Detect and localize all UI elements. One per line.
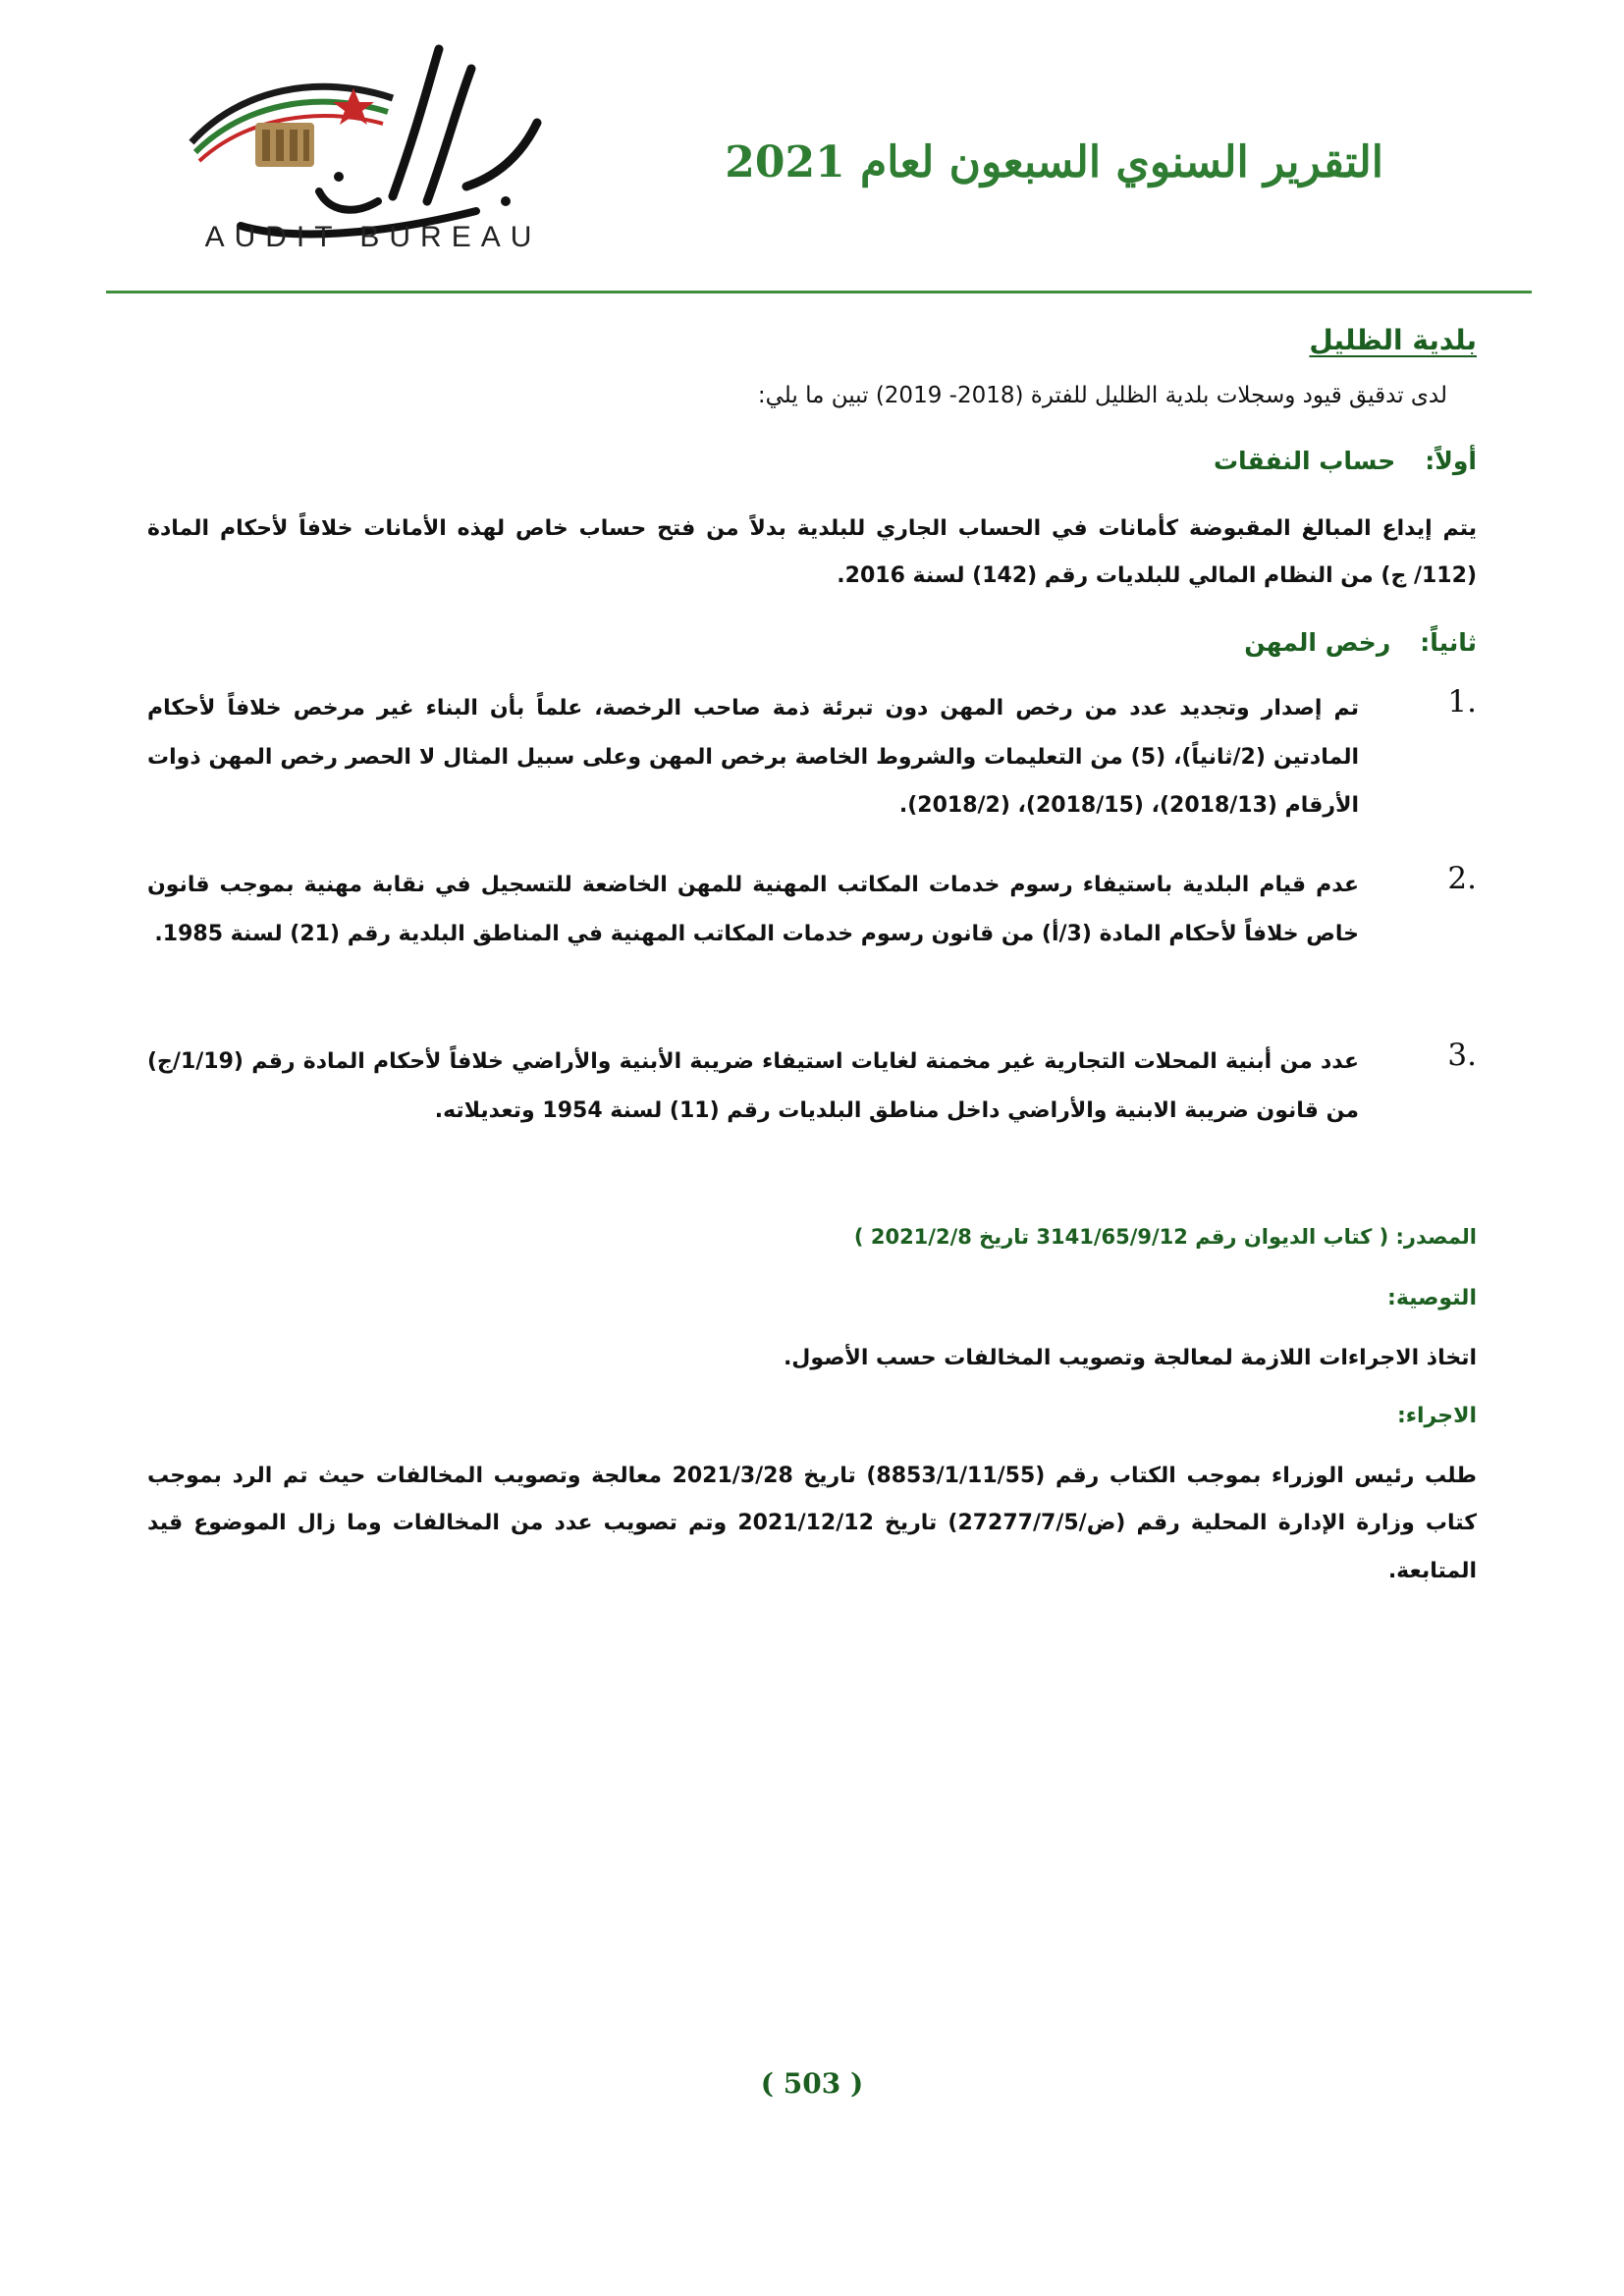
- page-number: ( 503 ): [760, 2067, 864, 2100]
- section-1-title: حساب النفقات: [1213, 447, 1396, 475]
- document-title: بلدية الظليل: [1309, 324, 1477, 356]
- list-item-number: .2: [1447, 861, 1477, 896]
- list-item: [147, 684, 1477, 830]
- list-item: [147, 1038, 1477, 1135]
- section-2-number: ثانياً:: [1420, 628, 1477, 657]
- section-2-title: رخص المهن: [1244, 628, 1391, 657]
- list-item: [147, 861, 1477, 958]
- section-2-heading: [1244, 628, 1477, 657]
- action-label: الاجراء:: [1396, 1404, 1477, 1428]
- list-item-text: عدد من أبنية المحلات التجارية غير مخمنة لغايات استيفاء ضريبة الأبنية والأراضي خلافاً لأحكام المادة رقم (1/19/ج) من قانون ضريبة الابنية والأراضي داخل مناطق البلديات رقم (11) لسنة 1954 وتعديلاته.: [147, 1049, 1359, 1123]
- source-citation: المصدر: ( كتاب الديوان رقم 3141/65/9/12 تاريخ 2021/2/8 ): [853, 1225, 1477, 1249]
- section-1-number: أولاً:: [1425, 447, 1477, 475]
- recommendation-text: اتخاذ الاجراءات اللازمة لمعالجة وتصويب المخالفات حسب الأصول.: [783, 1346, 1477, 1370]
- list-item-text: عدم قيام البلدية باستيفاء رسوم خدمات المكاتب المهنية للمهن الخاضعة للتسجيل في نقابة مهنية بموجب قانون خاص خلافاً لأحكام المادة (3/أ) من قانون رسوم خدمات المكاتب المهنية في المناطق البلدية رقم (21) لسنة 1985.: [147, 873, 1359, 946]
- logo-english-text: AUDIT BUREAU: [204, 221, 542, 253]
- report-title: التقرير السنوي السبعون لعام 2021: [725, 137, 1383, 187]
- list-item-number: .1: [1447, 684, 1477, 720]
- intro-text: لدى تدقيق قيود وسجلات بلدية الظليل للفترة (2018- 2019) تبين ما يلي:: [757, 383, 1447, 408]
- list-item-text: تم إصدار وتجديد عدد من رخص المهن دون تبرئة ذمة صاحب الرخصة، علماً بأن البناء غير مرخص خلافاً لأحكام المادتين (2/ثانياً)، (5) من التعليمات والشروط الخاصة برخص المهن وعلى سبيل المثال لا الحصر رخص المهن ذوات الأرقام (2018/13)، (2018/15)، (2018/2).: [147, 696, 1359, 818]
- header-divider: [106, 291, 1532, 294]
- list-item-number: .3: [1447, 1038, 1477, 1073]
- action-text: طلب رئيس الوزراء بموجب الكتاب رقم (8853/1/11/55) تاريخ 2021/3/28 معالجة وتصويب المخالفات حيث تم الرد بموجب كتاب وزارة الإدارة المحلية رقم (ض/27277/7/5) تاريخ 2021/12/12 وتم تصويب عدد من المخالفات وما زال الموضوع قيد المتابعة.: [147, 1464, 1477, 1583]
- section-1-heading: [1214, 447, 1477, 475]
- section-1-paragraph: يتم إيداع المبالغ المقبوضة كأمانات في الحساب الجاري للبلدية بدلاً من فتح حساب خاص لهذه الأمانات خلافاً لأحكام المادة (112/ ج) من النظام المالي للبلديات رقم (142) لسنة 2016.: [147, 516, 1477, 589]
- recommendation-label: التوصية:: [1387, 1286, 1477, 1310]
